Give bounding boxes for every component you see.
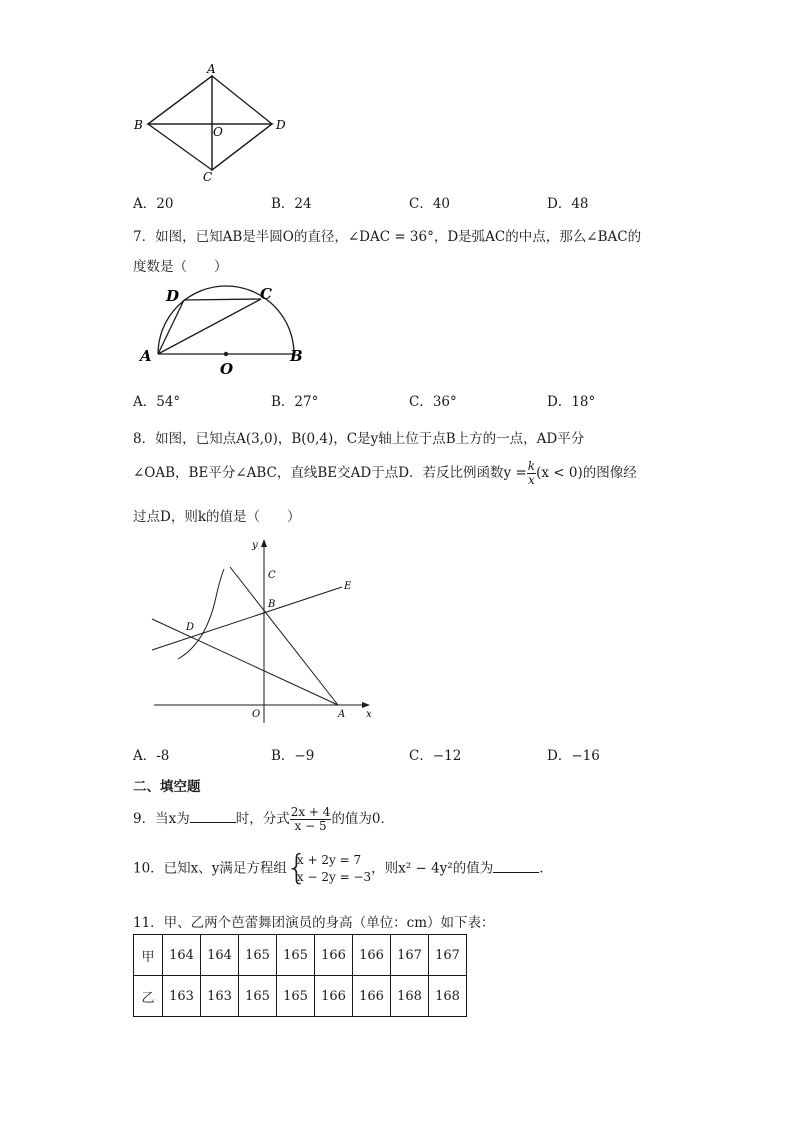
q6-option-c: C．40 xyxy=(409,196,451,212)
q8-stem-line1: 8．如图，已知点A(3,0)，B(0,4)，C是y轴上位于点B上方的一点，AD平分 xyxy=(133,431,585,447)
q8-option-a: A．-8 xyxy=(133,748,170,764)
table-cell: 166 xyxy=(353,935,391,976)
q8-option-b: B．−9 xyxy=(271,748,315,764)
label-c: C xyxy=(260,285,272,303)
q8-option-c: C．−12 xyxy=(409,748,462,764)
line-ad xyxy=(152,619,338,705)
q11-stem: 11．甲、乙两个芭蕾舞团演员的身高（单位：cm）如下表： xyxy=(133,915,495,931)
q10-equation-system xyxy=(287,852,371,886)
q10-answer-blank[interactable] xyxy=(493,860,539,873)
q9-answer-blank[interactable] xyxy=(190,810,236,823)
height-table xyxy=(133,934,467,1017)
q9-frac-den: x − 5 xyxy=(294,819,327,833)
table-cell: 166 xyxy=(315,976,353,1017)
chord-ac xyxy=(158,299,261,354)
q10-post: ． xyxy=(539,860,553,877)
table-cell: 166 xyxy=(315,935,353,976)
table-cell: 165 xyxy=(239,976,277,1017)
label-c: C xyxy=(203,170,213,184)
q6-rhombus-figure xyxy=(128,62,298,184)
q8-frac-num: k xyxy=(527,459,536,473)
q6-option-a: A．20 xyxy=(133,196,174,212)
table-cell: 165 xyxy=(277,935,315,976)
label-a: A xyxy=(207,62,216,76)
table-cell: 167 xyxy=(391,935,429,976)
q9-frac-num: 2x + 4 xyxy=(290,805,331,819)
q10-pre: 10．已知x、y满足方程组 xyxy=(133,860,287,877)
table-cell: 163 xyxy=(163,976,201,1017)
label-y: y xyxy=(252,540,258,551)
table-cell: 164 xyxy=(163,935,201,976)
table-row xyxy=(134,935,467,976)
center-o xyxy=(224,352,228,356)
q6-option-b: B．24 xyxy=(271,196,312,212)
rhombus-outline xyxy=(148,76,272,170)
q7-stem-line2: 度数是（ ） xyxy=(133,259,228,275)
table-cell: 164 xyxy=(201,935,239,976)
q7-option-a: A．54° xyxy=(133,394,181,410)
q8-stem-line3: 过点D，则k的值是（ ） xyxy=(133,509,301,525)
label-o: O xyxy=(220,360,234,378)
label-e: E xyxy=(344,581,352,592)
table-cell: 165 xyxy=(277,976,315,1017)
label-b: B xyxy=(290,347,303,365)
table-cell: 166 xyxy=(353,976,391,1017)
q8-line2-pre: ∠OAB，BE平分∠ABC，直线BE交AD于点D．若反比例函数y = xyxy=(133,465,527,481)
hyperbola-branch xyxy=(178,569,224,659)
q10-stem xyxy=(133,852,553,886)
q9-mid: 时，分式 xyxy=(235,811,290,827)
q7-option-c: C．36° xyxy=(409,394,457,410)
chord-dc xyxy=(184,299,261,300)
q7-stem-line1: 7．如图，已知AB是半圆O的直径，∠DAC = 36°，D是弧AC的中点，那么∠BAC的 xyxy=(133,229,642,245)
q8-coordinate-figure xyxy=(148,535,380,725)
chord-ad xyxy=(158,300,184,354)
q10-eq2: x − 2y = −3 xyxy=(296,870,372,884)
q8-stem-line2 xyxy=(133,460,637,487)
label-o: O xyxy=(213,125,223,139)
q10-mid: ，则x² − 4y²的值为 xyxy=(371,860,494,877)
q7-option-b: B．27° xyxy=(271,394,319,410)
label-c: C xyxy=(268,570,276,581)
table-cell: 168 xyxy=(391,976,429,1017)
q9-fraction xyxy=(290,806,332,833)
q9-pre: 9．当x为 xyxy=(133,811,190,827)
table-cell: 168 xyxy=(429,976,467,1017)
table-cell: 165 xyxy=(239,935,277,976)
section-title-fill-in: 二、填空题 xyxy=(133,779,201,795)
table-row xyxy=(134,976,467,1017)
q7-semicircle-figure xyxy=(136,280,316,378)
label-b: B xyxy=(268,599,276,610)
label-a: A xyxy=(140,347,152,365)
row-name-cell: 甲 xyxy=(134,935,163,976)
label-o: O xyxy=(252,709,261,720)
label-b: B xyxy=(134,118,143,132)
q8-option-d: D．−16 xyxy=(547,748,600,764)
line-be xyxy=(152,587,342,650)
label-a: A xyxy=(338,709,346,720)
q6-option-d: D．48 xyxy=(547,196,589,212)
line-ba xyxy=(230,567,338,705)
label-d: D xyxy=(276,118,286,132)
q9-stem xyxy=(133,806,394,833)
q8-line2-post: (x < 0)的图像经 xyxy=(536,465,637,481)
q8-frac-den: x xyxy=(528,473,535,487)
q10-eq1: { x + 2y = 7 xyxy=(296,853,362,867)
q7-option-d: D．18° xyxy=(547,394,596,410)
table-cell: 163 xyxy=(201,976,239,1017)
label-d: D xyxy=(186,622,195,633)
q9-post: 的值为0． xyxy=(331,811,395,827)
table-cell: 167 xyxy=(429,935,467,976)
row-name-cell: 乙 xyxy=(134,976,163,1017)
label-d: D xyxy=(166,287,180,305)
label-x: x xyxy=(366,709,372,720)
q8-fraction xyxy=(527,460,536,487)
